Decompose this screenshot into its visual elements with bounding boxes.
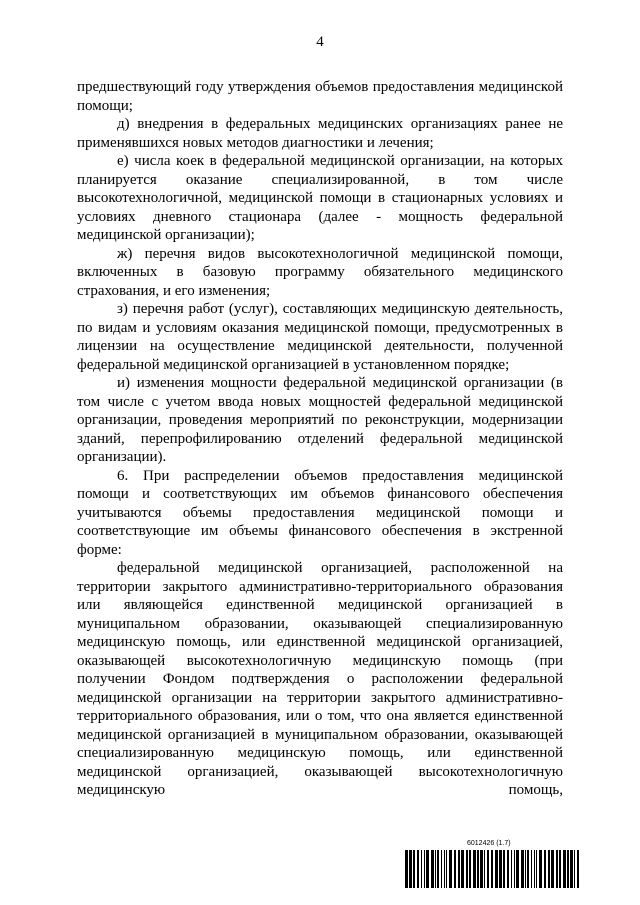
paragraph: и) изменения мощности федеральной медицинской организации (в том числе с учетом ввода новых мощностей федеральной медицинской организации, проведения мероприятий по реконструкции, модернизации зданий, перепрофилированию отделений федеральной медицинской организации). xyxy=(77,375,563,465)
paragraph: з) перечня работ (услуг), составляющих медицинскую деятельность, по видам и условиям оказания медицинской помощи, предусмотренных в лицензии на осуществление медицинской деятельности, полученной федеральной медицинской организацией в установленном порядке; xyxy=(77,301,563,373)
paragraph: федеральной медицинской организацией, расположенной на территории закрытого административно-территориального образования или являющейся единственной медицинской организацией в муниципальном образовании, оказывающей специализированную медицинскую помощь, или единственной медицинской организацией, оказывающей высокотехнологичную медицинскую помощь (при получении Фондом подтверждения о расположении федеральной медицинской организации на территории закрытого административно-территориального образования, или о том, что она является единственной медицинской организацией в муниципальном образовании, оказывающей специализированную медицинскую помощь, или единственной медицинской организацией, оказывающей высокотехнологичную медицинскую помощь, xyxy=(77,560,563,798)
page-number: 4 xyxy=(316,34,324,50)
barcode xyxy=(405,840,581,890)
paragraph: предшествующий году утверждения объемов предоставления медицинской помощи; xyxy=(77,79,563,114)
paragraph: 6. При распределении объемов предоставления медицинской помощи и соответствующих им объемов финансового обеспечения учитываются объемы предоставления медицинской помощи и соответствующие им объемы финансового обеспечения в экстренной форме: xyxy=(77,467,563,558)
paragraph: е) числа коек в федеральной медицинской организации, на которых планируется оказание специализированной, в том числе высокотехнологичной, медицинской помощи в стационарных условиях и условиях дневного стационара (далее - мощность федеральной медицинской организации); xyxy=(77,153,563,243)
paragraph: ж) перечня видов высокотехнологичной медицинской помощи, включенных в базовую программу обязательного медицинского страхования, и его изменения; xyxy=(77,245,563,299)
barcode-icon xyxy=(405,850,581,888)
barcode-code: 6012426 (1.7) xyxy=(467,840,511,847)
document-body xyxy=(77,78,563,800)
paragraph: д) внедрения в федеральных медицинских организациях ранее не применявшихся новых методов диагностики и лечения; xyxy=(77,116,563,151)
